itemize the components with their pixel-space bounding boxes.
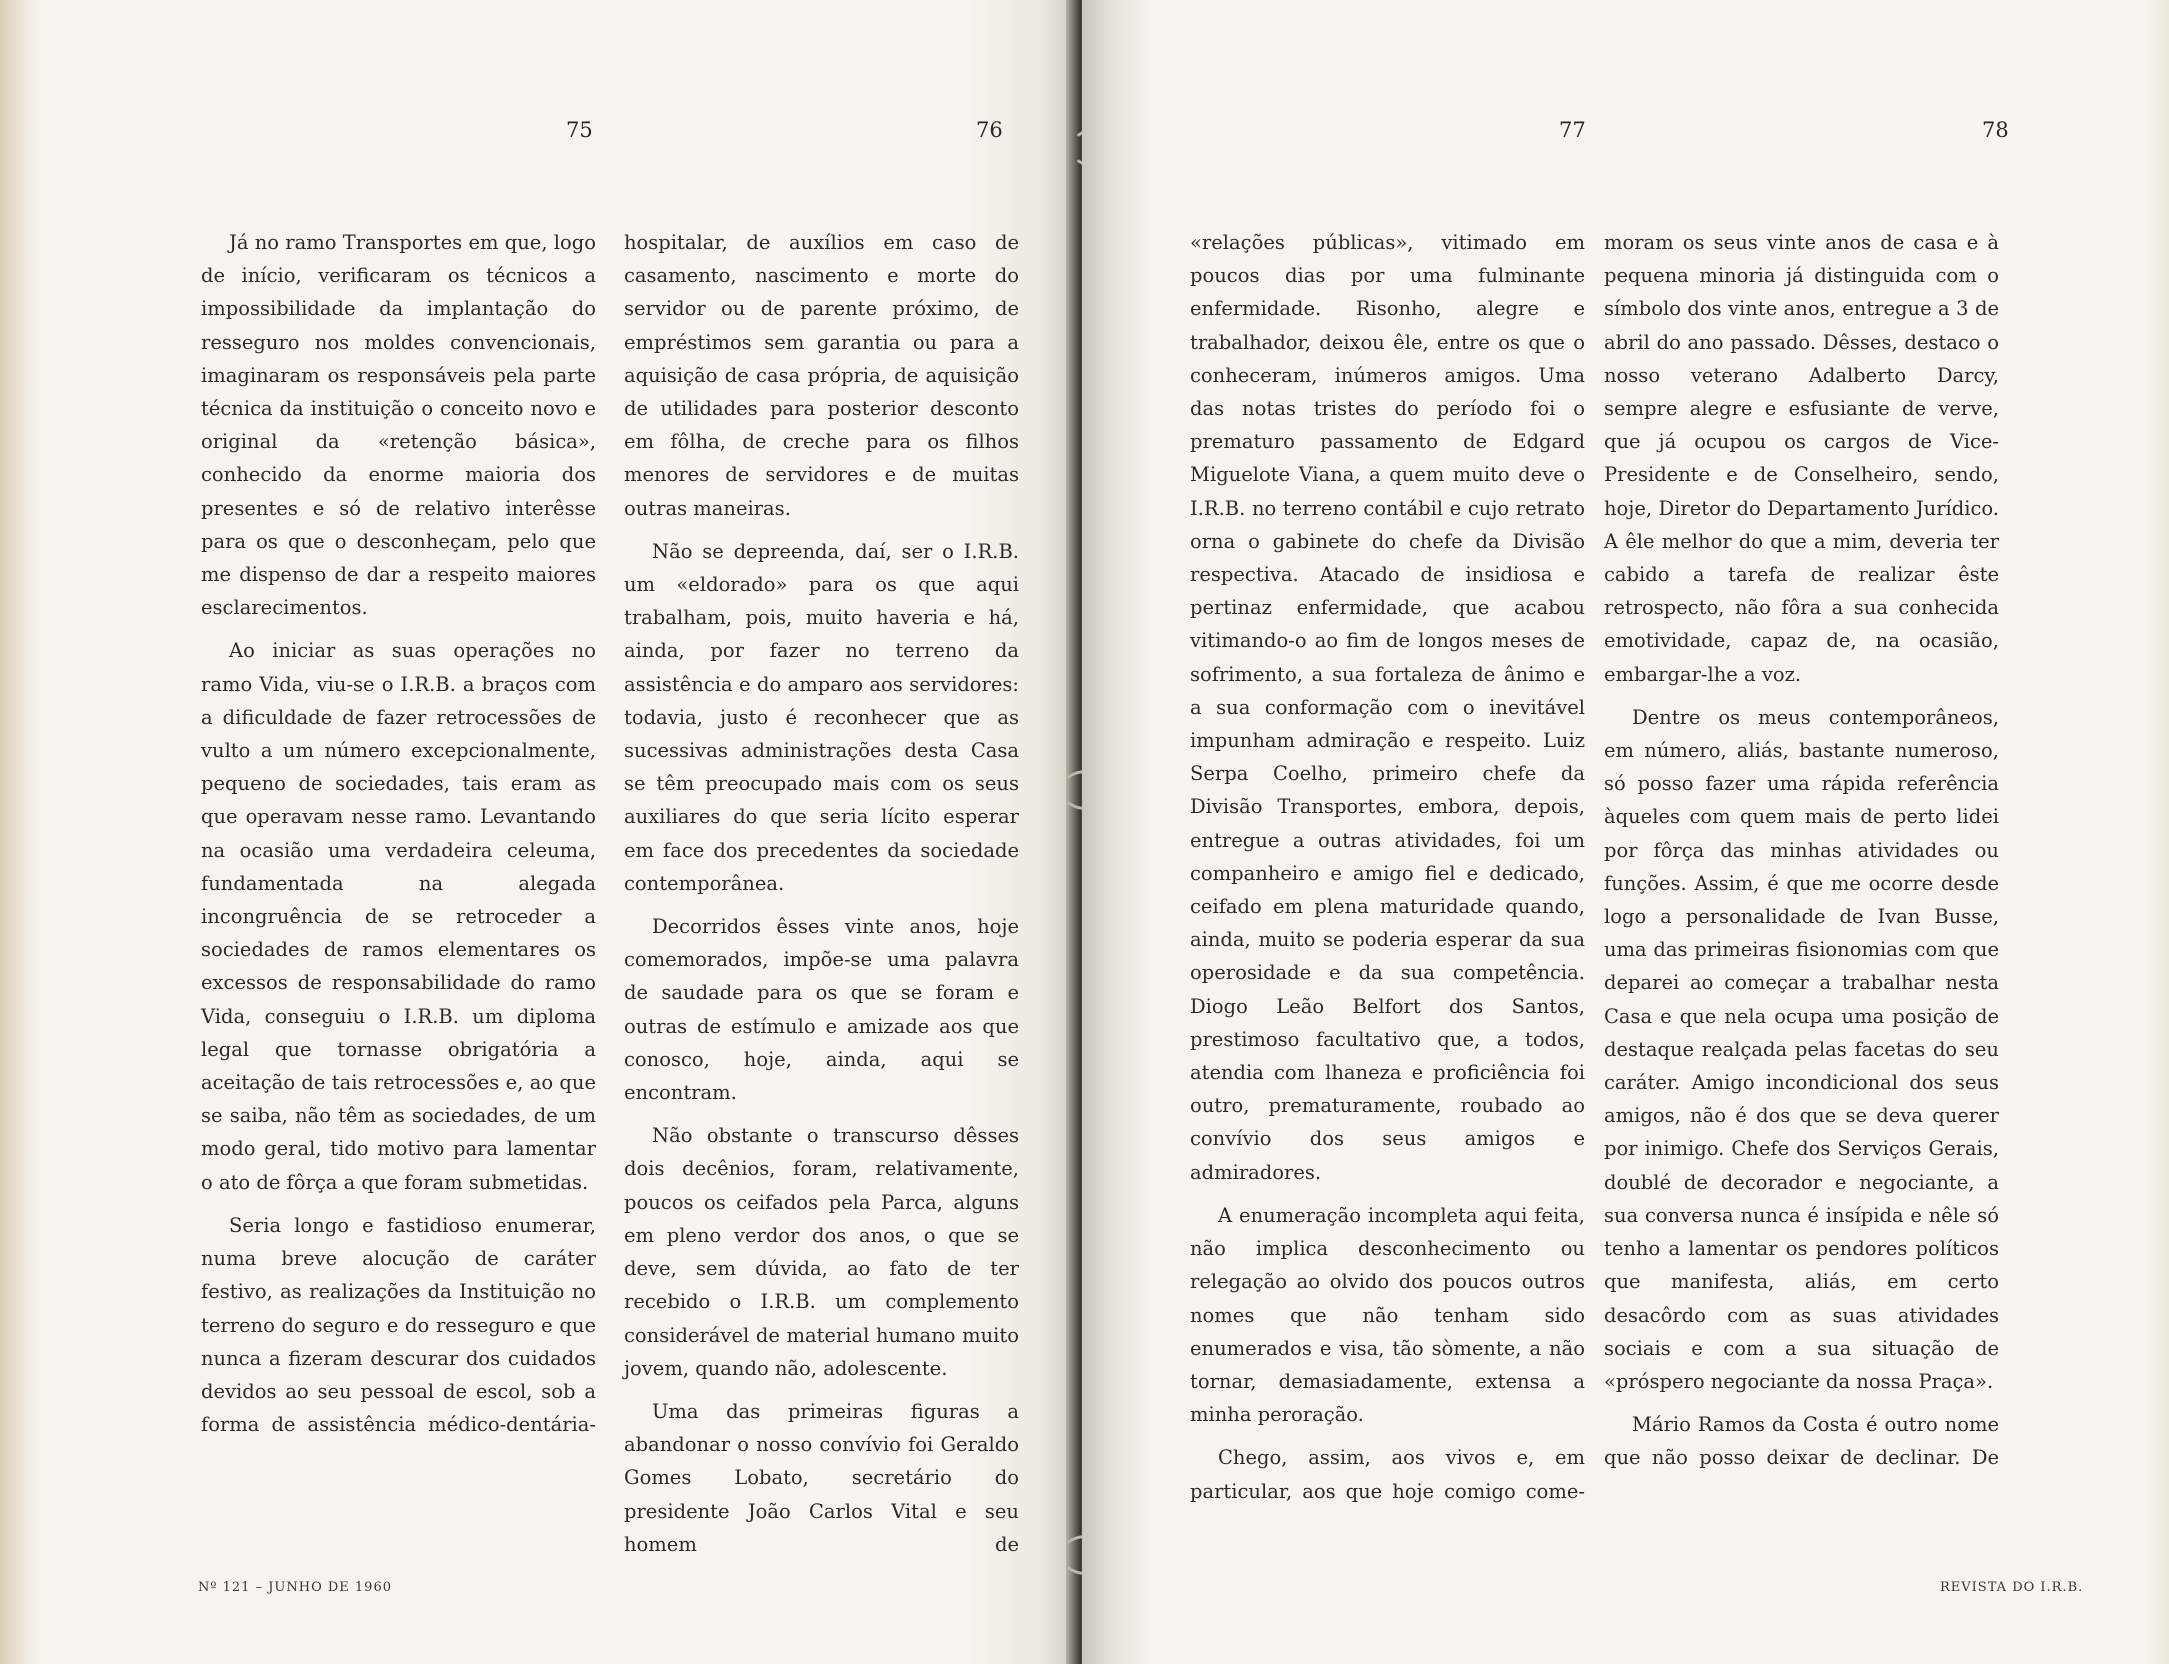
left-page (0, 0, 1073, 1664)
footer-right: REVISTA DO I.R.B. (1940, 1580, 2084, 1595)
column-page-76 (624, 226, 1019, 1571)
column-page-75 (201, 226, 596, 1451)
paragraph: «relações públicas», vitimado em poucos dias por uma fulminante enfermidade. Risonho, alegre e trabalhador, deixou êle, entre os que o conheceram, inúmeros amigos. Uma das notas tristes do período foi o prematuro passamento de Edgard Miguelote Viana, a quem muito deve o I.R.B. no terreno contábil e cujo retrato orna o gabinete do chefe da Divisão respectiva. Atacado de insidiosa e pertinaz enfermidade, que acabou vitimando-o ao fim de longos meses de sofrimento, a sua fortaleza de ânimo e a sua conformação com o inevitável impunham admiração e respeito. Luiz Serpa Coelho, primeiro chefe da Divisão Transportes, embora, depois, entregue a outras atividades, foi um companheiro e amigo fiel e dedicado, ceifado em plena maturidade quando, ainda, muito se poderia esperar da sua operosidade e da sua competência. Diogo Leão Belfort dos Santos, prestimoso facultativo que, a todos, atendia com lhaneza e proficiência foi outro, prematuramente, roubado ao convívio dos seus amigos e admiradores. (1190, 231, 1585, 1184)
paragraph: Chego, assim, aos vivos e, em particular, aos que hoje comigo come- (1190, 1446, 1585, 1503)
paragraph: Mário Ramos da Costa é outro nome que não posso deixar de declinar. De (1604, 1413, 1999, 1470)
column-page-78 (1604, 226, 1999, 1485)
paragraph: Não se depreenda, daí, ser o I.R.B. um «eldorado» para os que aqui trabalham, pois, muito haveria e há, ainda, por fazer no terreno da assistência e do amparo aos servidores: todavia, justo é reconhecer que as sucessivas administrações desta Casa se têm preocupado mais com os seus auxiliares do que seria lícito esperar em face dos precedentes da sociedade contemporânea. (624, 539, 1019, 895)
page-number-76: 76 (976, 118, 1003, 142)
paragraph: Seria longo e fastidioso enumerar, numa breve alocução de caráter festivo, as realizações da Instituição no terreno do seguro e do resseguro e que nunca a fizeram descurar dos cuidados devidos ao seu pessoal de escol, sob a forma de assistência médico-dentária- (201, 1213, 596, 1437)
paragraph: Já no ramo Transportes em que, logo de início, verificaram os técnicos a impossibilidade da implantação do resseguro nos moldes convencionais, imaginaram os responsáveis pela parte técnica da instituição o conceito novo e original da «retenção básica», conhecido da enorme maioria dos presentes e só de relativo interêsse para os que o desconheçam, pelo que me dispenso de dar a respeito maiores esclarecimentos. (201, 231, 596, 620)
paragraph: Dentre os meus contemporâneos, em número, aliás, bastante numeroso, só posso fazer uma rápida referência àqueles com quem mais de perto lidei por fôrça das minhas atividades ou funções. Assim, é que me ocorre desde logo a personalidade de Ivan Busse, uma das primeiras fisionomias com que deparei ao começar a trabalhar nesta Casa e que nela ocupa uma posição de destaque realçada pelas facetas do seu caráter. Amigo incondicional dos seus amigos, não é dos que se deva querer por inimigo. Chefe dos Serviços Gerais, doublé de decorador e negociante, a sua conversa nunca é insípida e nêle só tenho a lamentar os pendores políticos que manifesta, aliás, em certo desacôrdo com as suas atividades sociais e com a sua situação de «próspero negociante da nossa Praça». (1604, 705, 1999, 1393)
page-number-78: 78 (1982, 118, 2009, 142)
paragraph: Não obstante o transcurso dêsses dois decênios, foram, relativamente, poucos os ceifados pela Parca, alguns em pleno verdor dos anos, o que se deve, sem dúvida, ao fato de ter recebido o I.R.B. um complemento considerável de material humano muito jovem, quando não, adolescente. (624, 1124, 1019, 1380)
paragraph: moram os seus vinte anos de casa e à pequena minoria já distinguida com o símbolo dos vinte anos, entregue a 3 de abril do ano passado. Dêsses, destaco o nosso veterano Adalberto Darcy, sempre alegre e esfusiante de verve, que já ocupou os cargos de Vice-Presidente e de Conselheiro, sendo, hoje, Diretor do Departamento Jurídico. A êle melhor do que a mim, deveria ter cabido a tarefa de realizar êste retrospecto, não fôra a sua conhecida emotividade, capaz de, na ocasião, embargar-lhe a voz. (1604, 231, 1999, 686)
paragraph: hospitalar, de auxílios em caso de casamento, nascimento e morte do servidor ou de parente próximo, de empréstimos sem garantia ou para a aquisição de casa própria, de aquisição de utilidades para posterior desconto em fôlha, de creche para os filhos menores de servidores e de muitas outras maneiras. (624, 231, 1019, 520)
paragraph: Uma das primeiras figuras a abandonar o nosso convívio foi Geraldo Gomes Lobato, secretário do presidente João Carlos Vital e seu homem de (624, 1399, 1019, 1556)
right-page (1082, 0, 2169, 1664)
page-number-75: 75 (566, 118, 593, 142)
page-number-77: 77 (1559, 118, 1586, 142)
paragraph: Decorridos êsses vinte anos, hoje comemorados, impõe-se uma palavra de saudade para os que se foram e outras de estímulo e amizade aos que conosco, hoje, ainda, aqui se encontram. (624, 915, 1019, 1105)
column-page-77 (1190, 226, 1585, 1518)
paragraph: A enumeração incompleta aqui feita, não implica desconhecimento ou relegação ao olvido dos poucos outros nomes que não tenham sido enumerados e visa, tão sòmente, a não tornar, demasiadamente, extensa a minha peroração. (1190, 1203, 1585, 1427)
footer-left: Nº 121 – JUNHO DE 1960 (198, 1580, 392, 1595)
paragraph: Ao iniciar as suas operações no ramo Vida, viu-se o I.R.B. a braços com a dificuldade de fazer retrocessões de vulto a um número excepcionalmente, pequeno de sociedades, tais eram as que operavam nesse ramo. Levantando na ocasião uma verdadeira celeuma, fundamentada na alegada incongruência de se retroceder a sociedades de ramos elementares os excessos de responsabilidade do ramo Vida, conseguiu o I.R.B. um diploma legal que tornasse obrigatória a aceitação de tais retrocessões e, ao que se saiba, não têm as sociedades, de um modo geral, tido motivo para lamentar o ato de fôrça a que foram submetidas. (201, 639, 596, 1194)
